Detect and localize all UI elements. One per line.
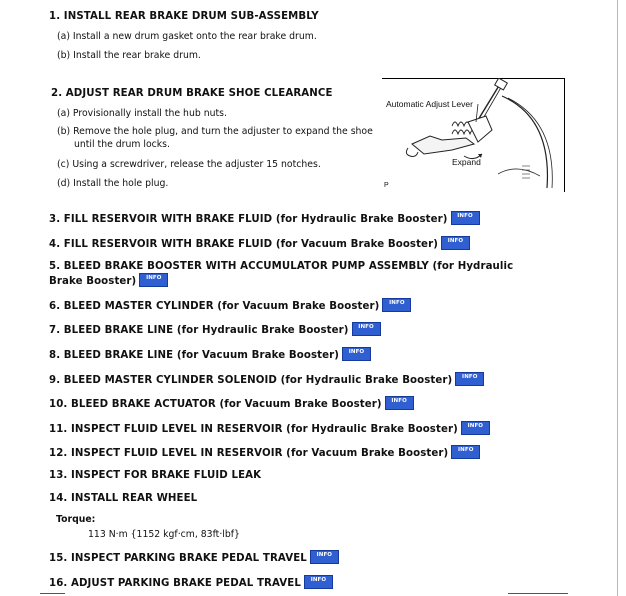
step-2c: (c) Using a screwdriver, release the adjuster 15 notches.: [57, 159, 321, 170]
info-button-step-6[interactable]: INFO: [382, 298, 411, 312]
drum-arc-inner: [508, 98, 552, 188]
info-button-step-5[interactable]: INFO: [139, 273, 168, 287]
step-1b: (b) Install the rear brake drum.: [57, 50, 201, 61]
step-3-text: 3. FILL RESERVOIR WITH BRAKE FLUID (for Hydraulic Brake Booster): [49, 214, 448, 225]
figure-label-expand: Expand: [452, 157, 481, 167]
step-13: [49, 470, 261, 481]
step-12-text: 12. INSPECT FLUID LEVEL IN RESERVOIR (for Vacuum Brake Booster): [49, 448, 449, 459]
step-2b-line1: (b) Remove the hole plug, and turn the adjuster to expand the shoe: [57, 126, 373, 137]
step-10-text: 10. BLEED BRAKE ACTUATOR (for Vacuum Brake Booster): [49, 399, 382, 410]
step-6: [49, 299, 411, 313]
step-8-text: 8. BLEED BRAKE LINE (for Vacuum Brake Booster): [49, 350, 339, 361]
step-14: [49, 493, 197, 504]
figure-label-lever: Automatic Adjust Lever: [386, 99, 473, 109]
screwdriver-shaft: [478, 84, 500, 120]
step-7: [49, 323, 381, 337]
page-border-bottom-left: [40, 593, 65, 594]
torque-label: Torque:: [56, 514, 96, 525]
step-15: [49, 551, 339, 565]
info-button-step-8[interactable]: INFO: [342, 347, 371, 361]
step-12: [49, 446, 480, 460]
step-7-text: 7. BLEED BRAKE LINE (for Hydraulic Brake Booster): [49, 325, 349, 336]
info-button-step-10[interactable]: INFO: [385, 396, 414, 410]
step-1-title: 1. INSTALL REAR BRAKE DRUM SUB-ASSEMBLY: [49, 11, 319, 22]
step-13-text: 13. INSPECT FOR BRAKE FLUID LEAK: [49, 470, 262, 481]
step-14-text: 14. INSTALL REAR WHEEL: [49, 493, 198, 504]
info-button-step-16[interactable]: INFO: [304, 575, 333, 589]
step-3: [49, 212, 480, 226]
step-5: [49, 259, 549, 289]
step-2d: (d) Install the hole plug.: [57, 178, 169, 189]
info-button-step-3[interactable]: INFO: [451, 211, 480, 225]
step-15-text: 15. INSPECT PARKING BRAKE PEDAL TRAVEL: [49, 553, 307, 564]
page-border-bottom-right: [508, 593, 568, 594]
brake-adjuster-drawing: [382, 78, 565, 192]
automatic-adjust-lever: [468, 116, 492, 142]
step-2a: (a) Provisionally install the hub nuts.: [57, 108, 227, 119]
info-button-step-4[interactable]: INFO: [441, 236, 470, 250]
step-4: [49, 237, 470, 251]
step-8: [49, 348, 371, 362]
info-button-step-12[interactable]: INFO: [451, 445, 480, 459]
step-11: [49, 422, 490, 436]
figure-label-p: P: [384, 182, 389, 189]
info-button-step-9[interactable]: INFO: [455, 372, 484, 386]
step-6-text: 6. BLEED MASTER CYLINDER (for Vacuum Brake Booster): [49, 301, 380, 312]
step-1a: (a) Install a new drum gasket onto the rear brake drum.: [57, 31, 317, 42]
step-16-text: 16. ADJUST PARKING BRAKE PEDAL TRAVEL: [49, 578, 301, 589]
page-border-right: [617, 0, 618, 596]
step-9-text: 9. BLEED MASTER CYLINDER SOLENOID (for Hydraulic Brake Booster): [49, 375, 453, 386]
info-button-step-11[interactable]: INFO: [461, 421, 490, 435]
torque-value: 113 N·m {1152 kgf·cm, 83ft·lbf}: [88, 529, 240, 540]
step-5-text: 5. BLEED BRAKE BOOSTER WITH ACCUMULATOR PUMP ASSEMBLY (for Hydraulic Brake Booster): [49, 261, 514, 287]
brake-adjuster-illustration: [382, 78, 565, 192]
step-2b-line2: until the drum locks.: [74, 139, 170, 150]
step-16: [49, 576, 333, 590]
info-button-step-7[interactable]: INFO: [352, 322, 381, 336]
step-2-title: 2. ADJUST REAR DRUM BRAKE SHOE CLEARANCE: [51, 88, 333, 99]
adjuster-body: [412, 136, 474, 154]
info-button-step-15[interactable]: INFO: [310, 550, 339, 564]
step-9: [49, 373, 484, 387]
step-4-text: 4. FILL RESERVOIR WITH BRAKE FLUID (for Vacuum Brake Booster): [49, 239, 438, 250]
step-10: [49, 397, 414, 411]
step-11-text: 11. INSPECT FLUID LEVEL IN RESERVOIR (for Hydraulic Brake Booster): [49, 424, 458, 435]
